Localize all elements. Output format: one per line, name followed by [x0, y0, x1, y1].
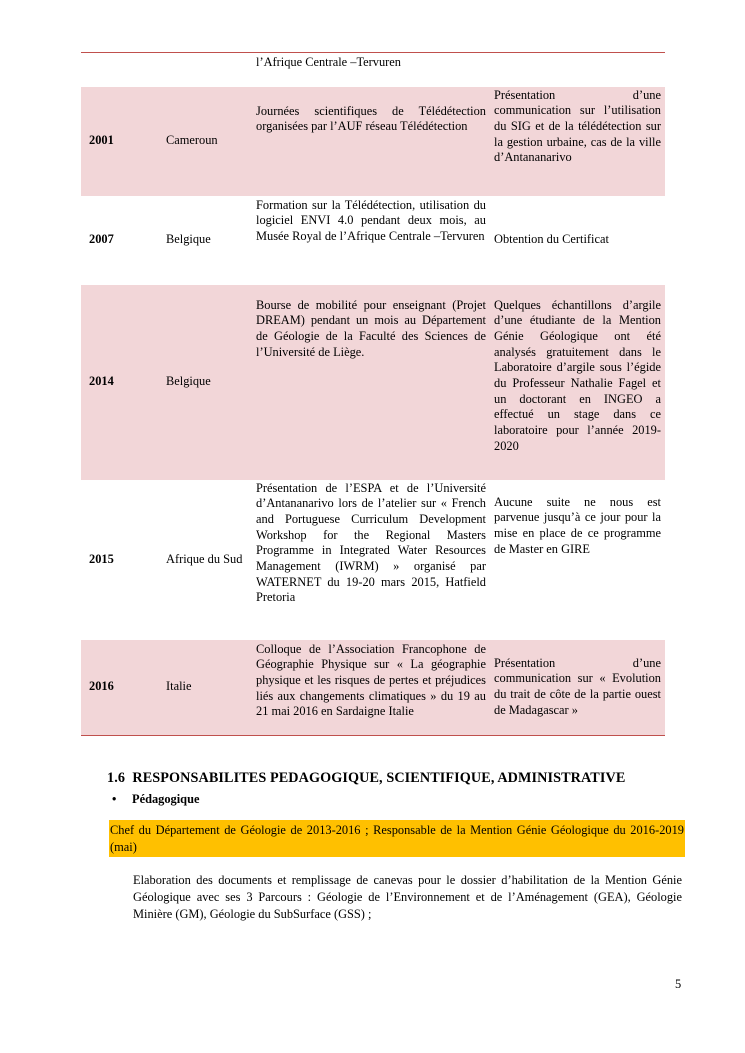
table-row: [81, 196, 665, 285]
result-cell: Présentation d’une communication sur « Evolution du trait de côte de la partie ouest de Madagascar »: [494, 655, 661, 717]
table-row: [81, 480, 665, 640]
activity-cell: Formation sur la Télédétection, utilisation du logiciel ENVI 4.0 pendant deux mois, au Musée Royal de l’Afrique Centrale –Tervuren: [256, 197, 486, 243]
result-cell: Présentation d’une communication sur l’utilisation du SIG et de la télédétection sur la gestion urbaine, cas de la ville d’Antananarivo: [494, 87, 661, 165]
table-row: [81, 53, 665, 87]
section-heading: [107, 770, 625, 787]
country-cell: Belgique: [166, 374, 211, 389]
country-cell: Cameroun: [166, 133, 218, 148]
table-row: [81, 87, 665, 196]
section-number: 1.6: [107, 770, 126, 786]
table-row: [81, 285, 665, 480]
section-title: RESPONSABILITES PEDAGOGIQUE, SCIENTIFIQUE, ADMINISTRATIVE: [132, 770, 626, 786]
highlighted-responsibility: Chef du Département de Géologie de 2013-2016 ; Responsable de la Mention Génie Géologique du 2016-2019 (mai): [109, 820, 685, 857]
activity-cell: Journées scientifiques de Télédétection organisées par l’AUF réseau Télédétection: [256, 103, 486, 134]
activity-cell: Colloque de l’Association Francophone de Géographie Physique sur « La géographie physique et les risques de pertes et préjudices liés aux changements climatiques » du 19 au 21 mai 2016 en Sardaigne Italie: [256, 641, 486, 719]
year-cell: [81, 53, 162, 87]
bullet-icon: •: [112, 792, 117, 806]
country-cell: Afrique du Sud: [166, 551, 243, 566]
result-cell: Quelques échantillons d’argile d’une étudiante de la Mention Génie Géologique ont été analysés gratuitement dans le Laboratoire d’argile sous l’égide du Professeur Nathalie Fagel et un doctorant en INGEO a effectué un stage dans ce laboratoire pour l’année 2019-2020: [494, 297, 661, 453]
country-cell: Belgique: [166, 232, 211, 247]
year-cell: 2016: [89, 679, 114, 694]
result-cell: [490, 53, 665, 87]
country-cell: [162, 53, 252, 87]
year-cell: 2014: [89, 374, 114, 389]
bullet-item: [112, 792, 199, 807]
table-row: [81, 640, 665, 736]
result-cell: Aucune suite ne nous est parvenue jusqu’à ce jour pour la mise en place de ce programme de Master en GIRE: [494, 494, 661, 556]
page-number: 5: [675, 977, 682, 991]
bullet-label: Pédagogique: [132, 792, 200, 806]
activities-table: [81, 52, 665, 736]
result-cell: Obtention du Certificat: [494, 232, 609, 247]
year-cell: 2007: [89, 232, 114, 247]
year-cell: 2015: [89, 551, 114, 566]
activity-cell: Bourse de mobilité pour enseignant (Projet DREAM) pendant un mois au Département de Géologie de la Faculté des Sciences de l’Université de Liège.: [256, 297, 486, 359]
country-cell: Italie: [166, 679, 192, 694]
year-cell: 2001: [89, 133, 114, 148]
activity-cell: l’Afrique Centrale –Tervuren: [256, 55, 402, 69]
body-paragraph: Elaboration des documents et remplissage de canevas pour le dossier d’habilitation de la Mention Génie Géologique avec ses 3 Parcours : Géologie de l’Environnement et de l’Aménagement (GEA), Géologie Minière (GM), Géologie du SubSurface (GSS) ;: [133, 873, 682, 921]
activity-cell: Présentation de l’ESPA et de l’Université d’Antananarivo lors de l’atelier sur « French and Portuguese Curriculum Development Workshop for the Regional Masters Programme in Integrated Water Resources Management (IWRM) » organisé par WATERNET du 19-20 mars 2015, Hatfield Pretoria: [256, 480, 486, 605]
